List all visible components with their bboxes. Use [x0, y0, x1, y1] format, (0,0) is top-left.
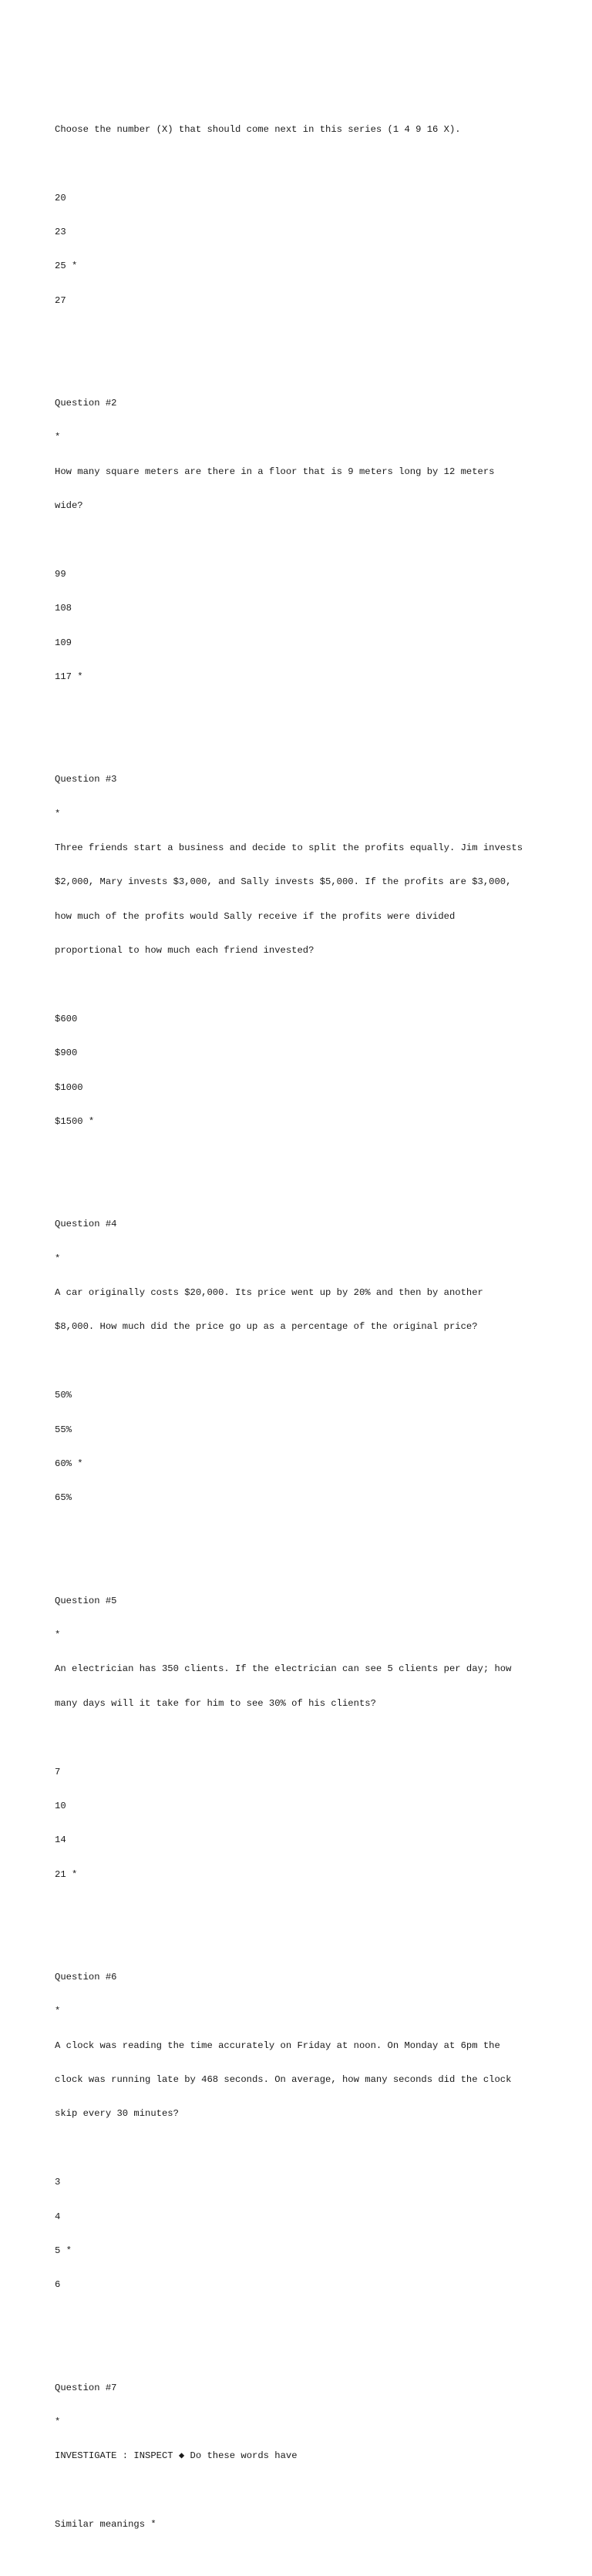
question-2 — [55, 375, 556, 705]
question-3 — [55, 752, 556, 1151]
answer-option: 109 — [55, 637, 72, 648]
answer-option: $1500 * — [55, 1116, 95, 1128]
spacer — [55, 534, 556, 546]
answer-option: 5 * — [55, 2245, 72, 2256]
spacer — [55, 1732, 556, 1744]
answer-option: 23 — [55, 226, 66, 237]
question-prompt-line: INVESTIGATE : INSPECT ◆ Do these words have — [55, 2450, 298, 2462]
answer-option: 25 * — [55, 261, 78, 272]
question-4 — [55, 1196, 556, 1527]
answer-option: 6 — [55, 2279, 61, 2291]
answer-option: $600 — [55, 1013, 78, 1024]
question-prompt-line: An electrician has 350 clients. If the electrician can see 5 clients per day; how — [55, 1663, 512, 1675]
question-prompt-line: Three friends start a business and decide to split the profits equally. Jim invests — [55, 842, 523, 853]
question-prompt: Choose the number (X) that should come next in this series (1 4 9 16 X). — [55, 123, 461, 135]
question-prompt-line: wide? — [55, 500, 83, 512]
answer-option: 3 — [55, 2177, 61, 2188]
required-marker: * — [55, 2006, 61, 2017]
answer-option: 10 — [55, 1800, 66, 1811]
document-page — [55, 55, 556, 2576]
question-heading: Question #4 — [55, 1219, 117, 1230]
required-marker: * — [55, 432, 61, 443]
answer-option: 55% — [55, 1424, 72, 1435]
required-marker: * — [55, 1253, 61, 1264]
answer-option: 4 — [55, 2211, 61, 2222]
required-marker: * — [55, 1629, 61, 1640]
question-prompt-line: A car originally costs $20,000. Its price went up by 20% and then by another — [55, 1287, 483, 1299]
question-prompt-line: $8,000. How much did the price go up as a percentage of the original price? — [55, 1321, 478, 1333]
question-prompt-line: how much of the profits would Sally receive if the profits were divided — [55, 910, 456, 922]
spacer — [55, 158, 556, 170]
answer-option: 65% — [55, 1492, 72, 1504]
answer-option: 99 — [55, 568, 66, 580]
spacer — [55, 980, 556, 991]
question-prompt-line: How many square meters are there in a floor that is 9 meters long by 12 meters — [55, 466, 495, 477]
question-prompt-line: A clock was reading the time accurately on Friday at noon. On Monday at 6pm the — [55, 2040, 500, 2051]
question-prompt-line: clock was running late by 468 seconds. On average, how many seconds did the clock — [55, 2074, 512, 2086]
answer-option: 117 * — [55, 671, 83, 683]
question-7 — [55, 2359, 556, 2554]
answer-option: 7 — [55, 1766, 61, 1777]
spacer — [55, 1356, 556, 1367]
answer-option: 60% * — [55, 1458, 83, 1470]
question-heading: Question #6 — [55, 1971, 117, 1982]
question-heading: Question #7 — [55, 2382, 117, 2393]
question-prompt-line: many days will it take for him to see 30% of his clients? — [55, 1697, 376, 1709]
answer-option: $1000 — [55, 1081, 83, 1093]
question-heading: Question #3 — [55, 774, 117, 785]
question-prompt-line: $2,000, Mary invests $3,000, and Sally invests $5,000. If the profits are $3,000, — [55, 876, 512, 888]
answer-option: 21 * — [55, 1868, 78, 1880]
required-marker: * — [55, 808, 61, 819]
question-heading: Question #2 — [55, 397, 117, 409]
question-heading: Question #5 — [55, 1595, 117, 1606]
required-marker: * — [55, 2416, 61, 2427]
answer-option: Similar meanings * — [55, 2519, 156, 2531]
spacer — [55, 2485, 556, 2497]
question-1 — [55, 101, 556, 329]
answer-option: $900 — [55, 1048, 78, 1059]
spacer — [55, 2143, 556, 2154]
question-5 — [55, 1572, 556, 1903]
question-prompt-line: skip every 30 minutes? — [55, 2108, 179, 2120]
answer-option: 14 — [55, 1834, 66, 1846]
answer-option: 50% — [55, 1390, 72, 1401]
question-6 — [55, 1949, 556, 2314]
answer-option: 20 — [55, 192, 66, 203]
question-prompt-line: proportional to how much each friend invested? — [55, 945, 314, 957]
answer-option: 27 — [55, 294, 66, 306]
answer-option: 108 — [55, 603, 72, 614]
